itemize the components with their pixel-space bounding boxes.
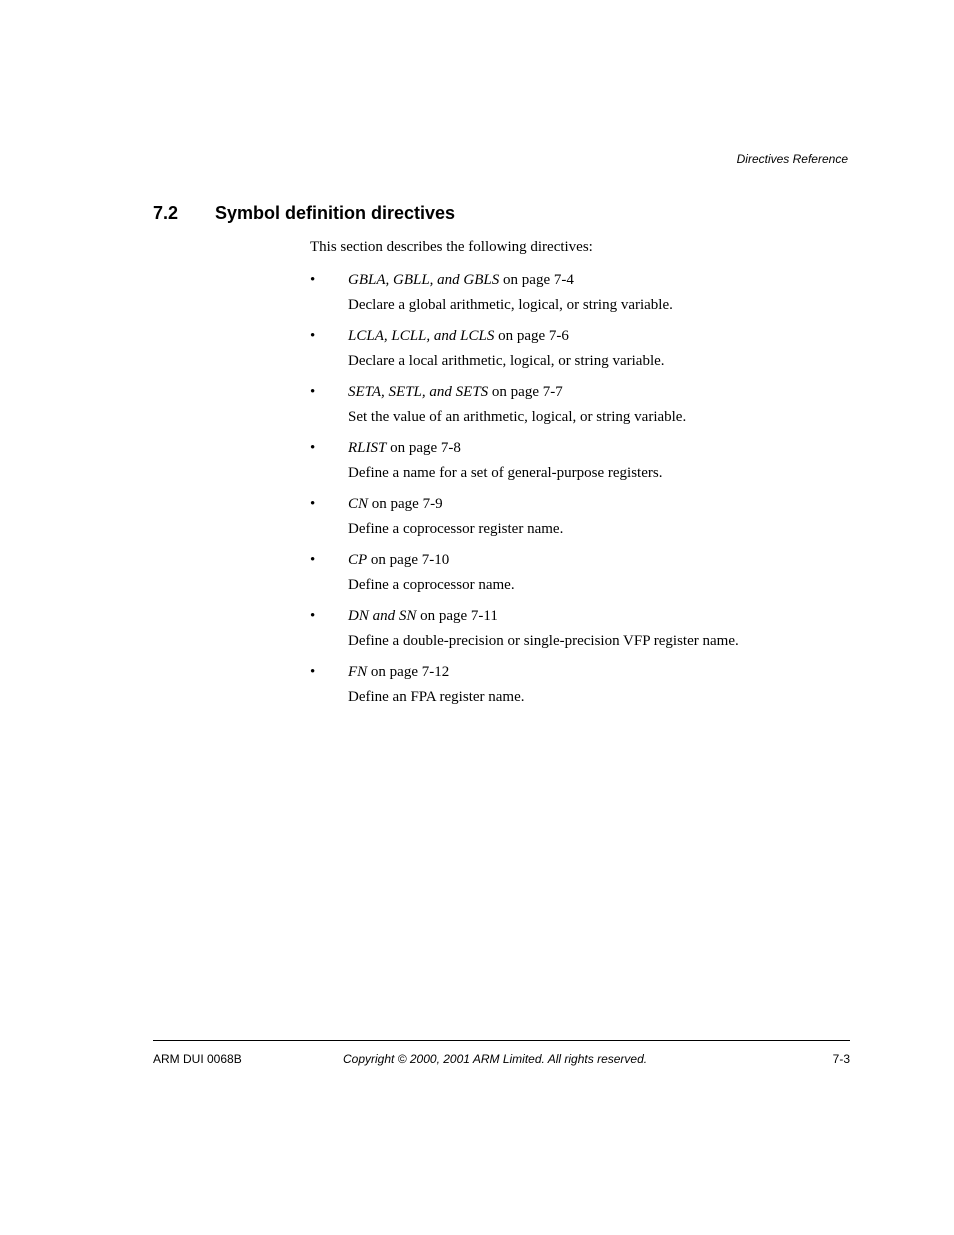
- list-item: [310, 662, 870, 718]
- bullet: •: [310, 384, 316, 400]
- cross-reference-link[interactable]: FN: [348, 664, 368, 680]
- bullet: •: [310, 552, 316, 568]
- item-description: Set the value of an arithmetic, logical, or string variable.: [348, 409, 687, 425]
- item-description: Declare a global arithmetic, logical, or string variable.: [348, 297, 673, 313]
- bullet: •: [310, 608, 316, 624]
- item-description: Define a name for a set of general-purpose registers.: [348, 465, 663, 481]
- list-item: [310, 326, 870, 382]
- copyright-notice: Copyright © 2000, 2001 ARM Limited. All rights reserved.: [343, 1052, 648, 1066]
- item-title: [348, 662, 449, 682]
- item-title: [348, 382, 563, 402]
- page-reference: on page 7-9: [368, 496, 443, 512]
- cross-reference-link[interactable]: DN and SN: [348, 608, 417, 624]
- bullet: •: [310, 440, 316, 456]
- footer-rule: [153, 1040, 850, 1041]
- item-title: [348, 550, 449, 570]
- page-reference: on page 7-7: [488, 384, 563, 400]
- page-reference: on page 7-4: [499, 272, 574, 288]
- section-intro: This section describes the following directives:: [310, 239, 593, 255]
- cross-reference-link[interactable]: CN: [348, 496, 369, 512]
- item-title: [348, 606, 498, 626]
- cross-reference-link[interactable]: SETA, SETL, and SETS: [348, 384, 489, 400]
- item-description: Define a coprocessor name.: [348, 577, 515, 593]
- item-title: [348, 438, 461, 458]
- item-title: [348, 326, 569, 346]
- document-id: ARM DUI 0068B: [153, 1052, 242, 1066]
- item-description: Define a double-precision or single-precision VFP register name.: [348, 633, 739, 649]
- bullet: •: [310, 664, 316, 680]
- list-item: [310, 382, 870, 438]
- bullet: •: [310, 328, 316, 344]
- list-item: [310, 606, 870, 662]
- page-reference: on page 7-12: [367, 664, 450, 680]
- section-heading: [153, 203, 455, 224]
- item-title: [348, 270, 574, 290]
- item-description: Define an FPA register name.: [348, 689, 525, 705]
- bullet: •: [310, 272, 316, 288]
- cross-reference-link[interactable]: CP: [348, 552, 368, 568]
- item-title: [348, 494, 443, 514]
- list-item: [310, 438, 870, 494]
- page-reference: on page 7-6: [494, 328, 569, 344]
- running-header: Directives Reference: [736, 152, 848, 166]
- cross-reference-link[interactable]: LCLA, LCLL, and LCLS: [348, 328, 495, 344]
- bullet: •: [310, 496, 316, 512]
- directive-list: [310, 270, 870, 718]
- section-number: 7.2: [153, 203, 179, 223]
- item-description: Declare a local arithmetic, logical, or string variable.: [348, 353, 665, 369]
- cross-reference-link[interactable]: GBLA, GBLL, and GBLS: [348, 272, 500, 288]
- list-item: [310, 550, 870, 606]
- section-title: Symbol definition directives: [215, 203, 456, 223]
- page-reference: on page 7-11: [416, 608, 498, 624]
- page-number: 7-3: [832, 1052, 850, 1066]
- page-reference: on page 7-8: [386, 440, 461, 456]
- item-description: Define a coprocessor register name.: [348, 521, 564, 537]
- cross-reference-link[interactable]: RLIST: [348, 440, 387, 456]
- list-item: [310, 270, 870, 326]
- page-reference: on page 7-10: [367, 552, 450, 568]
- list-item: [310, 494, 870, 550]
